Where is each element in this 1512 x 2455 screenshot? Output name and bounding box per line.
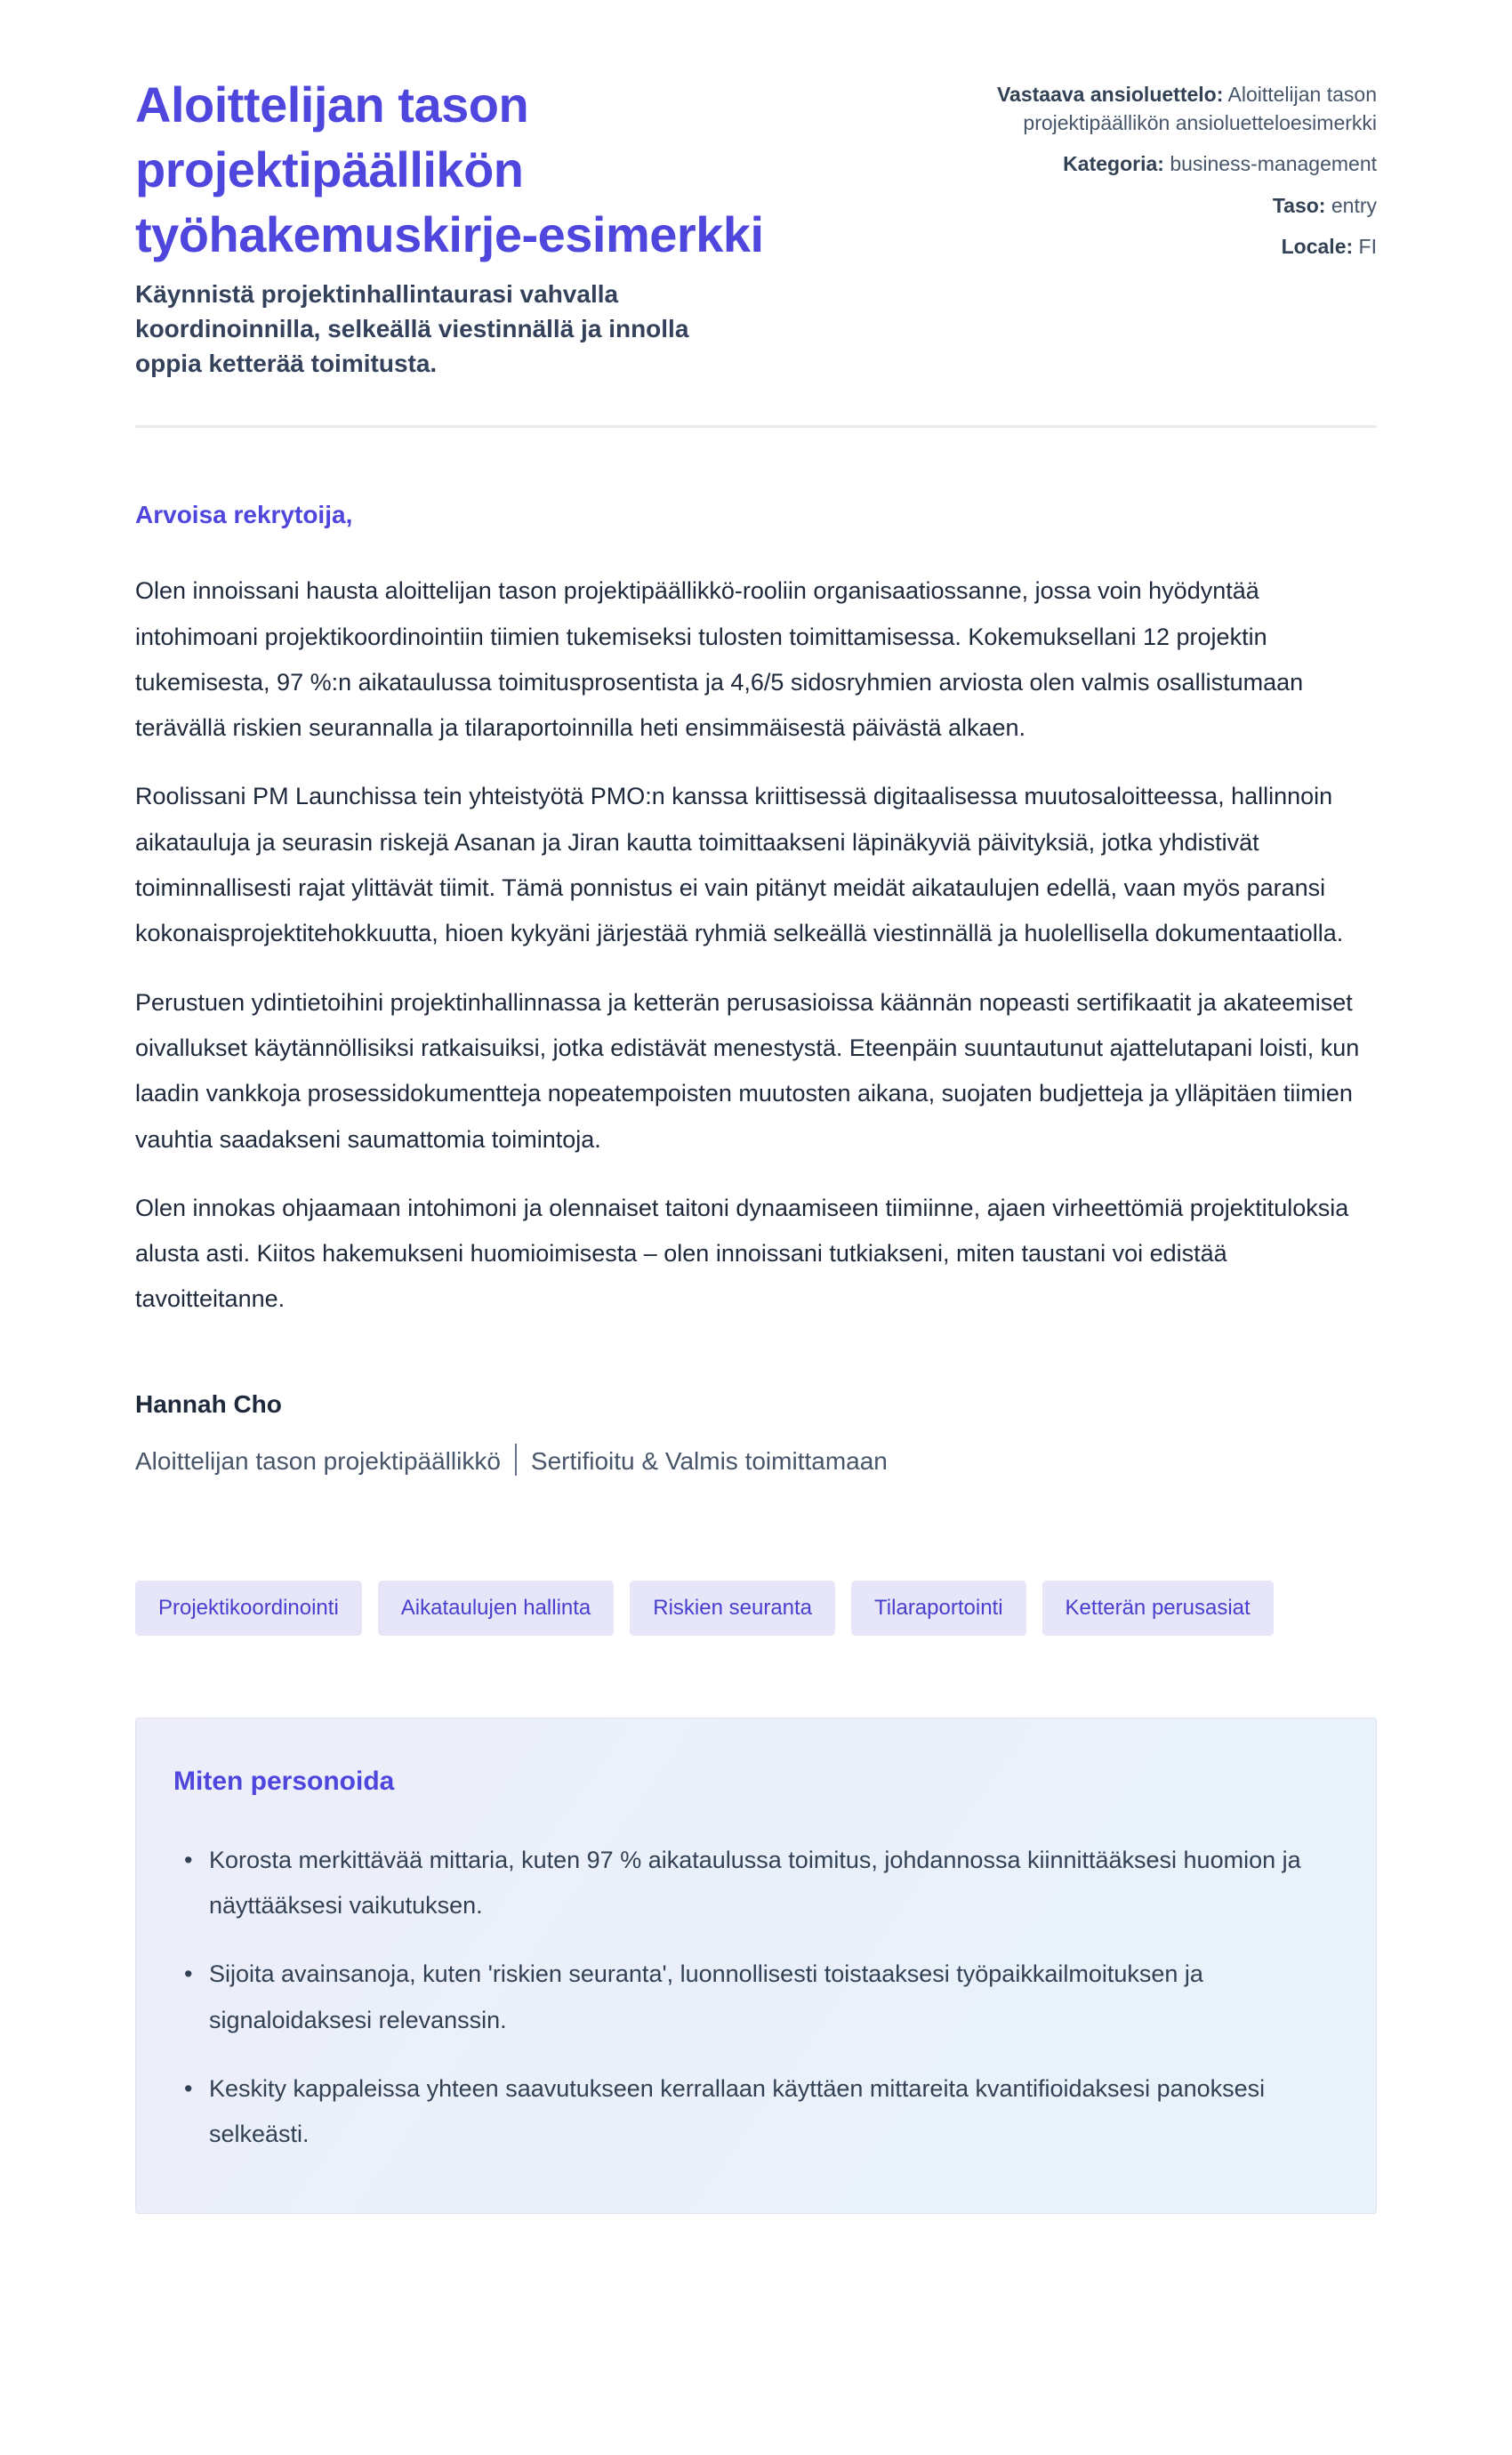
letter-paragraph-1: Olen innoissani hausta aloittelijan tason projektipäällikkö-rooliin organisaatiossanne, jossa voin hyödyntää intohimoani projektikoordinointiin tiimien tukemiseksi tulosten toimittamisessa. Kokemuksellani 12 projektin tukemisesta, 97 %:n aikataulussa toimitusprosentista ja 4,6/5 sidosryhmien arviosta olen valmis osallistumaan terävällä riskien seurannalla ja tilaraportoinnilla heti ensimmäisestä päivästä alkaen. (135, 577, 1304, 742)
signature-role: Aloittelijan tason projektipäällikkö (135, 1446, 501, 1475)
page-title: Aloittelijan tason projektipäällikön työhakemuskirje-esimerkki (135, 76, 764, 262)
meta-row-locale (985, 232, 1377, 261)
page-subtitle: Käynnistä projektinhallintaurasi vahvalla koordinoinnilla, selkeällä viestinnällä ja innolla oppia ketterää toimitusta. (135, 280, 689, 377)
tag-pill-aikataulujen-hallinta[interactable]: Aikataulujen hallinta (378, 1581, 614, 1636)
tag-pill-riskien-seuranta[interactable]: Riskien seuranta (630, 1581, 835, 1636)
signature-tagline: Sertifioitu & Valmis toimittamaan (530, 1446, 888, 1475)
meta-value: entry (1331, 193, 1377, 217)
callout-bullet-3: • Keskity kappaleissa yhteen saavutukseen kerrallaan käyttäen mittareita kvantifioidaksesi panoksesi selkeästi. (173, 2066, 1323, 2158)
header-left (135, 73, 918, 381)
letter-paragraph-2: Roolissani PM Launchissa tein yhteistyötä PMO:n kanssa kriittisessä digitaalisessa muutosaloitteessa, hallinnoin aikatauluja ja seurasin riskejä Asanan ja Jiran kautta toimittaakseni läpinäkyviä päivityksiä, jotka yhdistivät toiminnallisesti rajat ylittävät tiimit. Tämä ponnistus ei vain pitänyt meidät aikataulujen edellä, vaan myös paransi kokonaisprojektitehokkuutta, hioen kykyäni järjestää ryhmiä selkeällä viestinnällä ja huolellisella dokumentaatiolla. (135, 783, 1344, 947)
meta-label: Vastaava ansioluettelo: (996, 83, 1224, 106)
meta-value: Aloittelijan tason projektipäällikön ansioluetteloesimerkki (1023, 83, 1377, 135)
page (135, 0, 1377, 2330)
meta-panel (985, 73, 1377, 273)
callout-bullet-list (173, 1838, 1323, 2158)
divider (135, 425, 1377, 428)
letter-paragraph-3: Perustuen ydintietoihini projektinhallinnassa ja ketterän perusasioissa käännän nopeasti sertifikaatit ja akateemiset oivallukset käytännöllisiksi ratkaisuiksi, jotka edistävät menestystä. Eteenpäin suuntautunut ajattelutapani loisti, kun laadin vankkoja prosessidokumentteja nopeatempoisten muutosten aikana, suojaten budjetteja ja ylläpitäen tiimien vauhtia saadakseni saumattomia toimintoja. (135, 988, 1360, 1153)
meta-label: Locale: (1281, 234, 1354, 258)
signature-block (135, 1390, 1377, 1476)
meta-label: Kategoria: (1063, 152, 1164, 176)
meta-row-matching-resume (985, 80, 1377, 137)
tag-pill-ketteran-perusasiat[interactable]: Ketterän perusasiat (1042, 1581, 1274, 1636)
signature-role-line (135, 1444, 1377, 1476)
personalization-callout (135, 1718, 1377, 2214)
cover-letter (135, 501, 1377, 1475)
meta-row-level (985, 191, 1377, 220)
tag-list (135, 1581, 1377, 1636)
header (135, 73, 1377, 381)
tag-pill-projektikoordinointi[interactable]: Projektikoordinointi (135, 1581, 362, 1636)
meta-row-category (985, 149, 1377, 178)
tag-pill-tilaraportointi[interactable]: Tilaraportointi (851, 1581, 1026, 1636)
meta-value: business-management (1170, 152, 1377, 176)
letter-greeting: Arvoisa rekrytoija, (135, 501, 353, 529)
callout-bullet-2: • Sijoita avainsanoja, kuten 'riskien seuranta', luonnollisesti toistaaksesi työpaikkailmoituksen ja signaloidaksesi relevanssin. (173, 1952, 1323, 2043)
letter-paragraph-4: Olen innokas ohjaamaan intohimoni ja olennaiset taitoni dynaamiseen tiimiinne, ajaen virheettömiä projektituloksia alusta asti. Kiitos hakemukseni huomioimisesta – olen innoissani tutkiakseni, miten taustani voi edistää tavoitteitanne. (135, 1194, 1349, 1313)
callout-bullet-1: • Korosta merkittävää mittaria, kuten 97 % aikataulussa toimitus, johdannossa kiinnittääksesi huomion ja näyttääksesi vaikutuksen. (173, 1838, 1323, 1929)
separator-bar (515, 1444, 517, 1476)
signature-name: Hannah Cho (135, 1389, 282, 1418)
meta-value: FI (1358, 234, 1377, 258)
meta-label: Taso: (1272, 193, 1326, 217)
callout-title: Miten personoida (173, 1766, 395, 1796)
